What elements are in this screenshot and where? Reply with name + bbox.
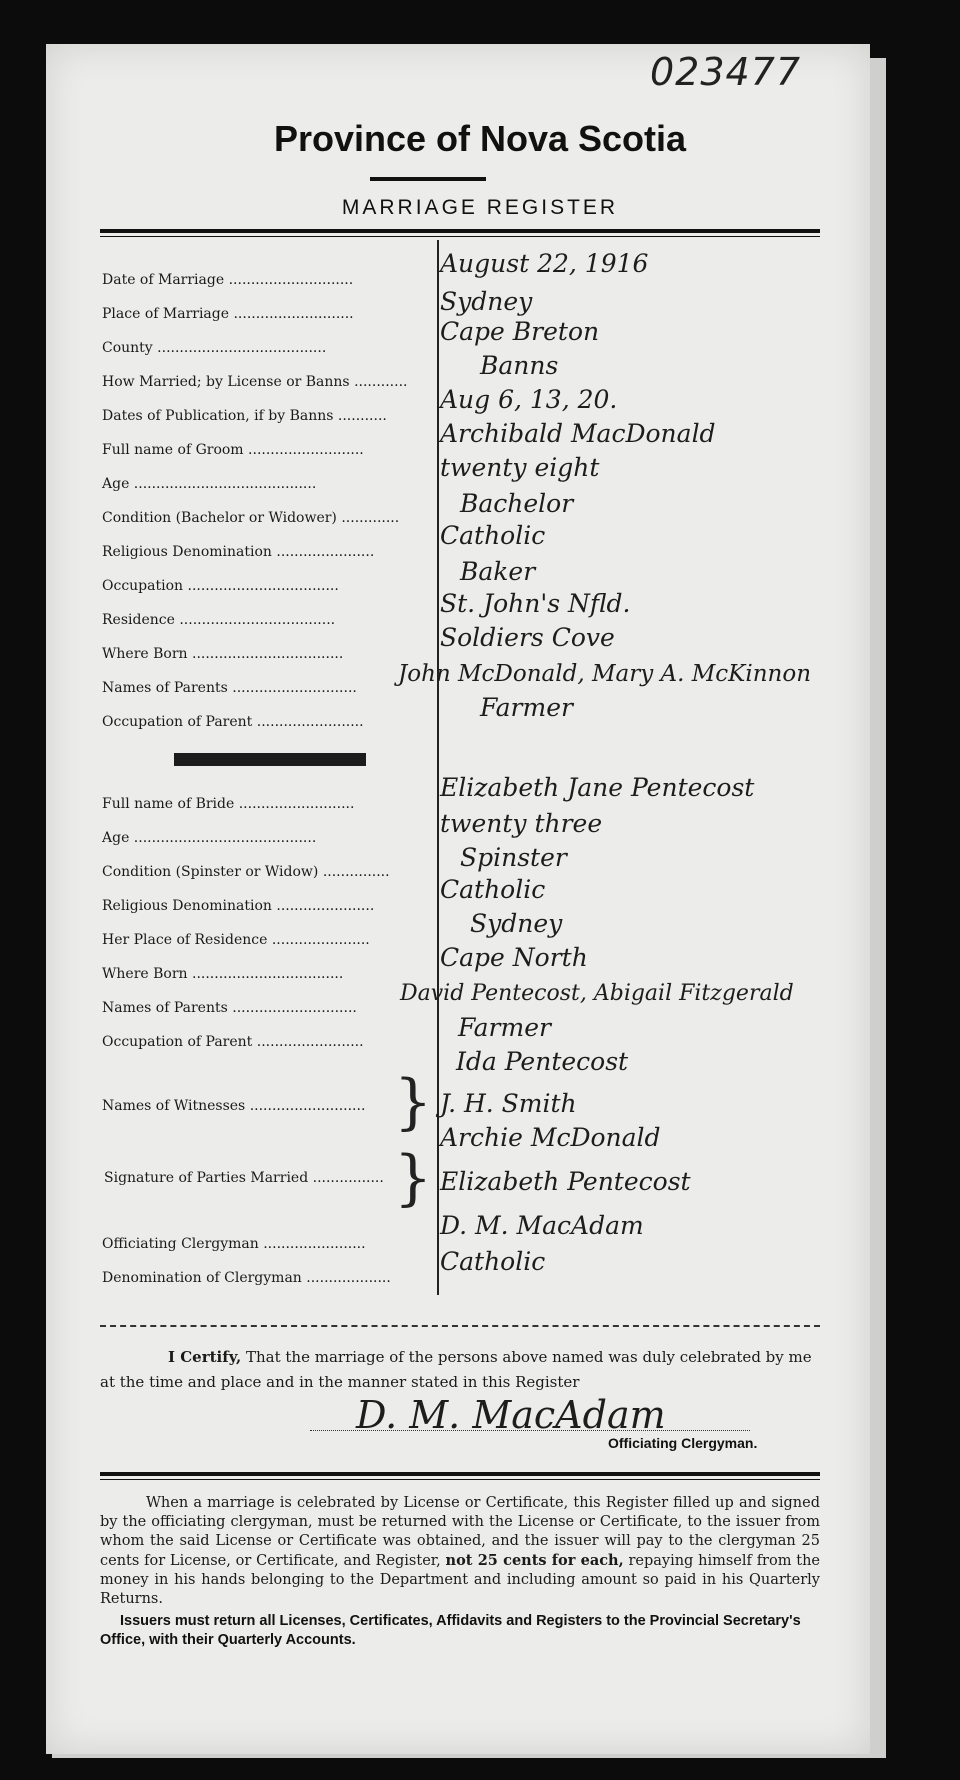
certify-separator (100, 1325, 820, 1327)
field-value: Farmer (458, 1013, 551, 1042)
column-divider (437, 240, 439, 1295)
dot-leader: ................... (301, 1270, 391, 1286)
signature-name: Archie McDonald (440, 1123, 661, 1152)
signature-line (310, 1430, 750, 1431)
field-label: Officiating Clergyman ....................... (102, 1236, 366, 1252)
field-label: Full name of Groom .......................... (102, 442, 364, 458)
dot-leader: ............................ (224, 272, 354, 288)
field-label: How Married; by License or Banns ............ (102, 374, 408, 390)
field-value: John McDonald, Mary A. McKinnon (398, 661, 812, 687)
dot-leader: ................................... (174, 612, 336, 628)
field-label: Religious Denomination ...................... (102, 898, 375, 914)
field-label: Dates of Publication, if by Banns ........... (102, 408, 387, 424)
field-label: Occupation of Parent ........................ (102, 1034, 364, 1050)
notice-part1: When a marriage is celebrated by License or Certificate, this Register filled up and signed by the officiating clergyman, must be returned with the License or Certificate, to the issuer from whom the said License or Certificate was obtained, and the issuer will pay to the clergyman 25 cents for License, or Certificate, and Register, (100, 1495, 820, 1569)
clergy-signature: D. M. MacAdam (356, 1393, 666, 1437)
field-value: Banns (480, 351, 559, 380)
field-value: Cape North (440, 943, 588, 972)
field-value: Soldiers Cove (440, 623, 615, 652)
dot-leader: .......................... (245, 1098, 366, 1114)
notice-rule-thin (100, 1479, 820, 1480)
dot-leader: ............................ (227, 680, 357, 696)
field-value: Spinster (460, 843, 567, 872)
field-label: Condition (Spinster or Widow) ............... (102, 864, 390, 880)
notice-rule (100, 1472, 820, 1476)
province-title: Province of Nova Scotia (273, 118, 687, 159)
field-value: Baker (460, 557, 536, 586)
issuers-text: Issuers must return all Licenses, Certificates, Affidavits and Registers to the Provincial Secretary's Office, with their Quarterly Accounts. (100, 1613, 801, 1648)
dot-leader: ...................... (267, 932, 370, 948)
field-label: Names of Parents ............................ (102, 1000, 357, 1016)
dot-leader: ...................... (271, 544, 375, 560)
witness-name: Ida Pentecost (456, 1047, 629, 1076)
field-label: Names of Parents ............................ (102, 680, 357, 696)
field-value: Cape Breton (440, 317, 600, 346)
field-value: Elizabeth Jane Pentecost (440, 773, 755, 802)
dot-leader: .......................... (234, 796, 355, 812)
signature-name: Elizabeth Pentecost (440, 1167, 691, 1196)
dot-leader: ...................................... (152, 340, 327, 356)
dot-leader: ...................... (271, 898, 375, 914)
field-value: Sydney (440, 287, 533, 316)
field-label: Denomination of Clergyman ................... (102, 1270, 391, 1286)
field-label: Occupation of Parent ........................ (102, 714, 364, 730)
serial-number: 023477 (650, 50, 802, 94)
field-value: David Pentecost, Abigail Fitzgerald (400, 981, 794, 1006)
notice-bold: not 25 cents for each, (445, 1552, 624, 1569)
field-value: St. John's Nfld. (440, 589, 631, 618)
dot-leader: ......................................... (129, 476, 317, 492)
dot-leader: .......................... (243, 442, 364, 458)
field-value: twenty eight (440, 453, 600, 482)
dot-leader: ............... (318, 864, 390, 880)
instructions-notice (100, 1494, 820, 1609)
field-label: Religious Denomination ...................... (102, 544, 375, 560)
dot-leader: ............. (336, 510, 400, 526)
field-label: County ...................................... (102, 340, 327, 356)
title-underline (370, 177, 486, 181)
dot-leader: ............ (349, 374, 408, 390)
field-value: Sydney (470, 909, 563, 938)
field-label: Condition (Bachelor or Widower) ............. (102, 510, 400, 526)
section-divider-bar (174, 753, 366, 766)
field-value: Catholic (440, 1247, 546, 1276)
dot-leader: .................................. (187, 966, 344, 982)
signatures-label: Signature of Parties Married ................ (104, 1170, 384, 1186)
signatures-brace: } (394, 1143, 433, 1213)
field-value: August 22, 1916 (440, 249, 649, 278)
header-rule-thin (100, 236, 820, 237)
dot-leader: .................................. (183, 578, 339, 594)
field-value: twenty three (440, 809, 603, 838)
field-label: Where Born .................................. (102, 646, 344, 662)
field-label: Occupation .................................. (102, 578, 339, 594)
field-label: Her Place of Residence ...................... (102, 932, 370, 948)
field-label: Age ......................................... (102, 830, 317, 846)
certify-body: That the marriage of the persons above named was duly celebrated by me at the time and place and in the manner stated in this Register (100, 1348, 812, 1391)
header-rule (100, 229, 820, 233)
witnesses-brace: } (394, 1067, 433, 1137)
dot-leader: ....................... (258, 1236, 366, 1252)
field-label: Residence ................................... (102, 612, 336, 628)
dot-leader: ......................................... (129, 830, 317, 846)
witness-name: J. H. Smith (440, 1089, 577, 1118)
issuers-notice (100, 1612, 820, 1650)
register-title: MARRIAGE REGISTER (341, 196, 619, 219)
signer-label: Officiating Clergyman. (608, 1435, 758, 1451)
dot-leader: ................ (308, 1170, 384, 1186)
dot-leader: ........................ (252, 714, 364, 730)
certification-text (100, 1345, 820, 1395)
dot-leader: ............................ (227, 1000, 357, 1016)
certify-lead: I Certify, (168, 1348, 242, 1366)
dot-leader: ........... (333, 408, 387, 424)
field-value: Aug 6, 13, 20. (440, 385, 618, 414)
witnesses-label: Names of Witnesses .......................... (102, 1098, 366, 1114)
field-value: D. M. MacAdam (440, 1211, 644, 1240)
field-label: Date of Marriage ............................ (102, 272, 354, 288)
field-value: Catholic (440, 875, 546, 904)
field-label: Age ......................................... (102, 476, 317, 492)
field-value: Farmer (480, 693, 573, 722)
field-value: Archibald MacDonald (440, 419, 716, 448)
field-value: Bachelor (460, 489, 574, 518)
field-label: Full name of Bride .......................... (102, 796, 355, 812)
dot-leader: ........................... (229, 306, 354, 322)
field-value: Catholic (440, 521, 546, 550)
dot-leader: .................................. (187, 646, 344, 662)
field-label: Where Born .................................. (102, 966, 344, 982)
field-label: Place of Marriage ........................... (102, 306, 354, 322)
dot-leader: ........................ (252, 1034, 364, 1050)
notice-part2: repaying himself from the money in his hands belonging to the Department and including amount so paid in his Quarterly Returns. (100, 1553, 821, 1607)
